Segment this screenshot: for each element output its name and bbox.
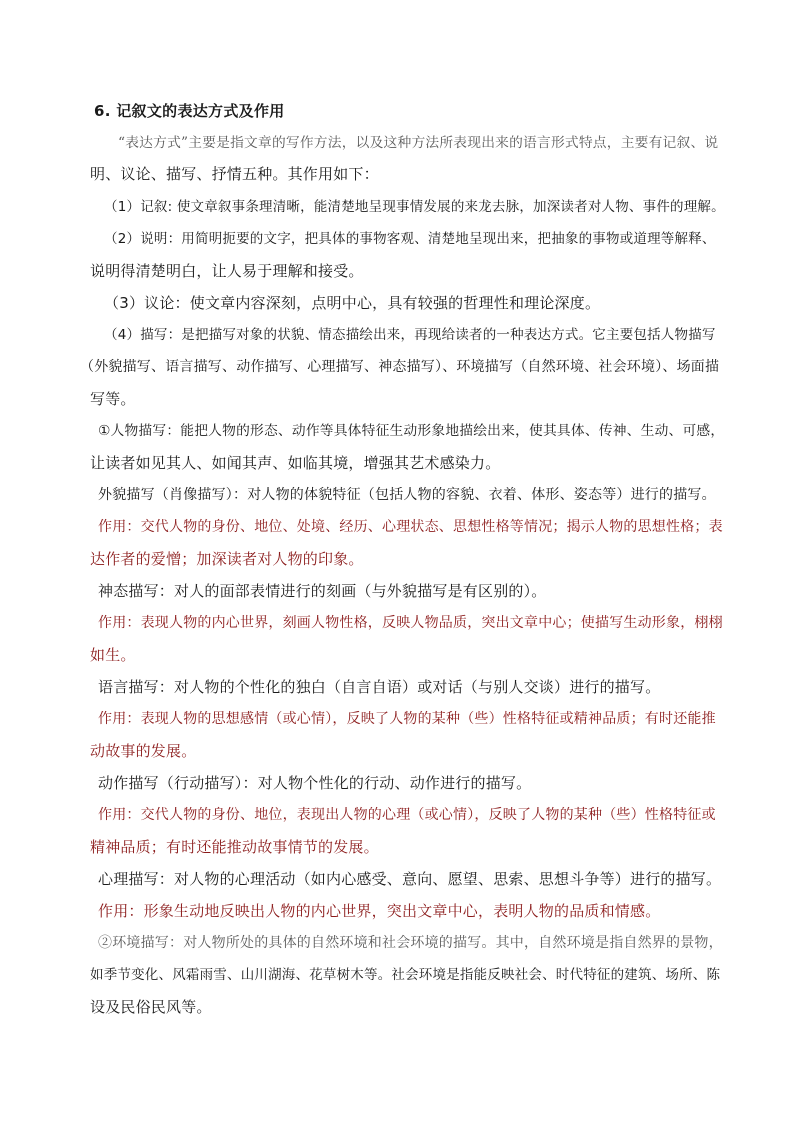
language-definition: 语言描写：对人物的个性化的独白（自言自语）或对话（与别人交谈）进行的描写。 bbox=[98, 678, 661, 696]
exposition-line-1: （2）说明：用简明扼要的文字，把具体的事物客观、清楚地呈现出来，把抽象的事物或道理等解释、 bbox=[104, 231, 716, 247]
environment-description-line-1: ②环境描写：对人物所处的具体的自然环境和社会环境的描写。其中，自然环境是指自然界的景物， bbox=[98, 935, 723, 951]
appearance-effect-line-2: 达作者的爱憎；加深读者对人物的印象。 bbox=[90, 550, 364, 568]
argument-paragraph: （3）议论：使文章内容深刻，点明中心，具有较强的哲理性和理论深度。 bbox=[104, 294, 601, 312]
expression-effect-line-1: 作用：表现人物的内心世界，刻画人物性格，反映人物品质，突出文章中心；使描写生动形象，栩栩 bbox=[98, 615, 723, 631]
appearance-definition: 外貌描写（肖像描写）：对人物的体貌特征（包括人物的容貌、衣着、体形、姿态等）进行的描写。 bbox=[98, 487, 716, 503]
intro-line-2: 明、议论、描写、抒情五种。其作用如下： bbox=[90, 165, 379, 183]
psychology-effect: 作用：形象生动地反映出人物的内心世界，突出文章中心，表明人物的品质和情感。 bbox=[98, 902, 661, 920]
action-effect-line-1: 作用：交代人物的身份、地位，表现出人物的心理（或心情），反映了人物的某种（些）性格特征或 bbox=[98, 807, 716, 823]
language-effect-line-2: 动故事的发展。 bbox=[90, 742, 197, 760]
environment-description-line-3: 设及民俗民风等。 bbox=[90, 998, 212, 1016]
description-line-2: （外貌描写、语言描写、动作描写、心理描写、神态描写）、环境描写（自然环境、社会环境）、场面描 bbox=[80, 359, 720, 375]
expression-definition: 神态描写：对人的面部表情进行的刻画（与外貌描写是有区别的）。 bbox=[98, 582, 547, 600]
language-effect-line-1: 作用：表现人物的思想感情（或心情），反映了人物的某种（些）性格特征或精神品质；有时还能推 bbox=[98, 711, 716, 727]
intro-line-1: “表达方式”主要是指文章的写作方法，以及这种方法所表现出来的语言形式特点，主要有记叙、说 bbox=[118, 135, 719, 151]
description-line-1: （4）描写：是把描写对象的状貌、情态描绘出来，再现给读者的一种表达方式。它主要包括人物描写 bbox=[104, 327, 716, 343]
person-description-line-2: 让读者如见其人、如闻其声、如临其境，增强其艺术感染力。 bbox=[90, 454, 501, 472]
section-title: 6. 记叙文的表达方式及作用 bbox=[94, 102, 285, 120]
narration-paragraph: （1）记叙: 使文章叙事条理清晰，能清楚地呈现事情发展的来龙去脉，加深读者对人物、事件的理解。 bbox=[104, 199, 725, 215]
appearance-effect-line-1: 作用：交代人物的身份、地位、处境、经历、心理状态、思想性格等情况；揭示人物的思想性格；表 bbox=[98, 519, 723, 535]
person-description-line-1: ①人物描写：能把人物的形态、动作等具体特征生动形象地描绘出来，使其具体、传神、生动、可感， bbox=[98, 423, 725, 439]
action-definition: 动作描写（行动描写）：对人物个性化的行动、动作进行的描写。 bbox=[98, 774, 532, 792]
psychology-definition: 心理描写：对人物的心理活动（如内心感受、意向、愿望、思索、思想斗争等）进行的描写。 bbox=[98, 870, 722, 888]
description-line-3: 写等。 bbox=[90, 390, 136, 408]
expression-effect-line-2: 如生。 bbox=[90, 646, 136, 664]
environment-description-line-2: 如季节变化、风霜雨雪、山川湖海、花草树木等。社会环境是指能反映社会、时代特征的建筑、场所、陈 bbox=[90, 967, 721, 983]
exposition-line-2: 说明得清楚明白，让人易于理解和接受。 bbox=[90, 262, 364, 280]
action-effect-line-2: 精神品质；有时还能推动故事情节的发展。 bbox=[90, 838, 379, 856]
